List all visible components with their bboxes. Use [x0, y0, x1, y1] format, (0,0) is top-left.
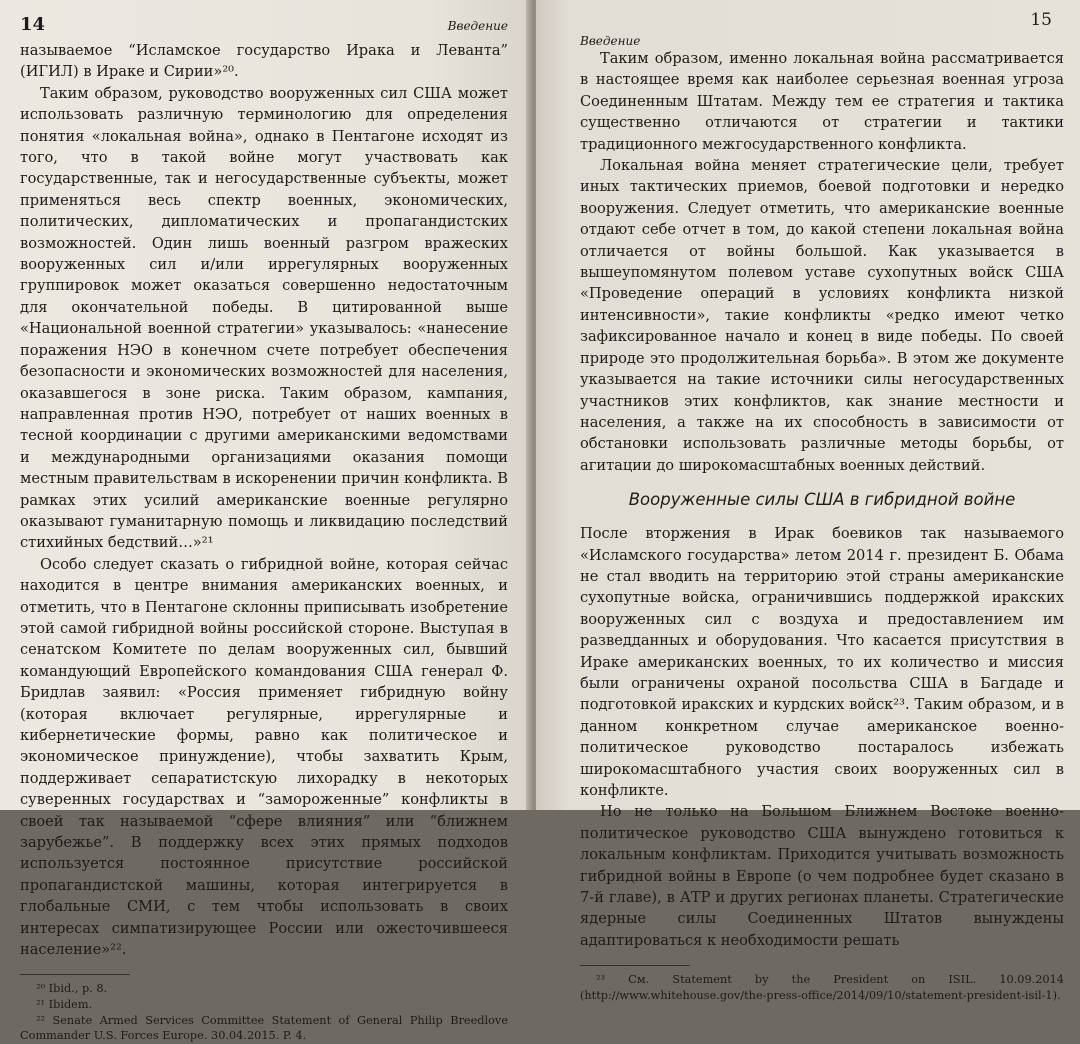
right-paragraph-3: После вторжения в Ирак боевиков так называемого «Исламского государства» летом 2014 г. президент Б. Обама не стал вводить на территорию этой страны американские сухопутные войска, ограничившись поддержкой иракских вооруженных сил с воздуха и предоставлением им разведданных и оборудования. Что касается присутствия в Ираке американских военных, то их количество и миссия были ограничены охраной посольства США в Багдаде и подготовкой иракских и курдских войск²³. Таким образом, и в данном конкретном случае американское военно-политическое руководство постаралось избежать широкомасштабного участия своих вооруженных сил в конфликте. [580, 525, 1064, 799]
left-page [0, 0, 532, 1043]
footnote-divider [20, 974, 130, 975]
right-paragraph-1: Таким образом, именно локальная война рассматривается в настоящее время как наиболее серьезная военная угроза Соединенным Штатам. Между тем ее стратегия и тактика существенно отличаются от стратегии и тактики традиционного межгосударственного конфликта. [580, 50, 1064, 153]
right-footnote-divider [580, 965, 690, 966]
right-paragraph-4: Но не только на Большом Ближнем Востоке военно-политическое руководство США вынуждено готовиться к локальным конфликтам. Приходится учитывать возможность гибридной войны в Европе (о чем подробнее будет сказано в 7-й главе), в АТР и других регионах планеты. Стратегические ядерные силы Соединенных Штатов вынуждены адаптироваться к необходимости решать [580, 803, 1064, 949]
right-page-number: 15 [1030, 10, 1052, 30]
right-page [536, 0, 1080, 1002]
left-paragraph-3: Особо следует сказать о гибридной войне, которая сейчас находится в центре внимания американских военных, и отметить, что в Пентагоне склонны приписывать изобретение этой самой гибридной войны российской стороне. Выступая в сенатском Комитете по делам вооруженных сил, бывший командующий Европейского командования США генерал Ф. Бридлав заявил: «Россия применяет гибридную войну (которая включает регулярные, иррегулярные и кибернетические формы, равно как политическое и экономическое принуждение), чтобы захватить Крым, поддерживает сепаратистскую лихорадку в некоторых суверенных государствах и “замороженные” конфликты в своей так называемой “сфере влияния” или “ближнем зарубежье”. В поддержку всех этих прямых подходов используется постоянное присутствие российской пропагандистской машины, которая интегрируется в глобальные СМИ, с тем чтобы использовать в своих интересах симпатизирующее России или ожесточившееся население»²². [20, 555, 508, 959]
right-paragraph-2: Локальная война меняет стратегические цели, требует иных тактических приемов, боевой подготовки и нередко вооружения. Следует отметить, что американские военные отдают себе отчет в том, до какой степени локальная война отличается от войны большой. Как указывается в вышеупомянутом полевом уставе сухопутных войск США «Проведение операций в условиях конфликта низкой интенсивности», такие конфликты «редко имеют четко зафиксированное начало и конец в виде победы. По своей природе это продолжительная борьба». В этом же документе указывается на такие источники силы негосударственных участников этих конфликтов, как знание местности и населения, а также на их способность в зависимости от обстановки использовать различные методы борьбы, от агитации до широкомасштабных военных действий. [580, 157, 1064, 474]
left-running-head: Введение [447, 19, 508, 33]
right-page-header [580, 10, 1064, 48]
left-paragraph-1: называемое “Исламское государство Ирака и Леванта” (ИГИЛ) в Ираке и Сирии»²⁰. [20, 42, 508, 81]
left-paragraph-2: Таким образом, руководство вооруженных сил США может использовать различную терминологию для определения понятия «локальная война», однако в Пентагоне исходят из того, что в такой войне могут участвовать как государственные, так и негосударственные субъекты, может применяться весь спектр военных, экономических, политических, дипломатических и пропагандистских возможностей. Один лишь военный разгром вражеских вооруженных сил и/или иррегулярных вооруженных группировок может оказаться совершенно недостаточным для окончательной победы. В цитированной выше «Национальной военной стратегии» указывалось: «нанесение поражения НЭО в конечном счете потребует обеспечения безопасности и экономических возможностей для населения, оказавшегося в зоне риска. Таким образом, кампания, направленная против НЭО, потребует от наших военных в тесной координации с другими американскими ведомствами и международными организациями оказания помощи местным правительствам в искоренении причин конфликта. В рамках этих усилий американские военные регулярно оказывают гуманитарную помощь и ликвидацию последствий стихийных бедствий…»²¹ [20, 84, 508, 552]
footnote-21: ²¹ Ibidem. [36, 998, 93, 1012]
footnote-22: ²² Senate Armed Services Committee Statement of General Philip Breedlove Commander U.S. Forces Europe. 30.04.2015. P. 4. [20, 1013, 508, 1043]
left-page-number: 14 [20, 14, 46, 35]
left-page-header [20, 14, 508, 40]
right-running-head: Введение [580, 34, 641, 48]
section-title: Вооруженные силы США в гибридной войне [628, 490, 1016, 510]
footnote-20: ²⁰ Ibid., p. 8. [36, 982, 108, 996]
footnote-23: ²³ См. Statement by the President on ISIL. 10.09.2014 (http://www.whitehouse.gov/the-press-office/2014/09/10/statement-president-isil-1). [580, 973, 1064, 1002]
